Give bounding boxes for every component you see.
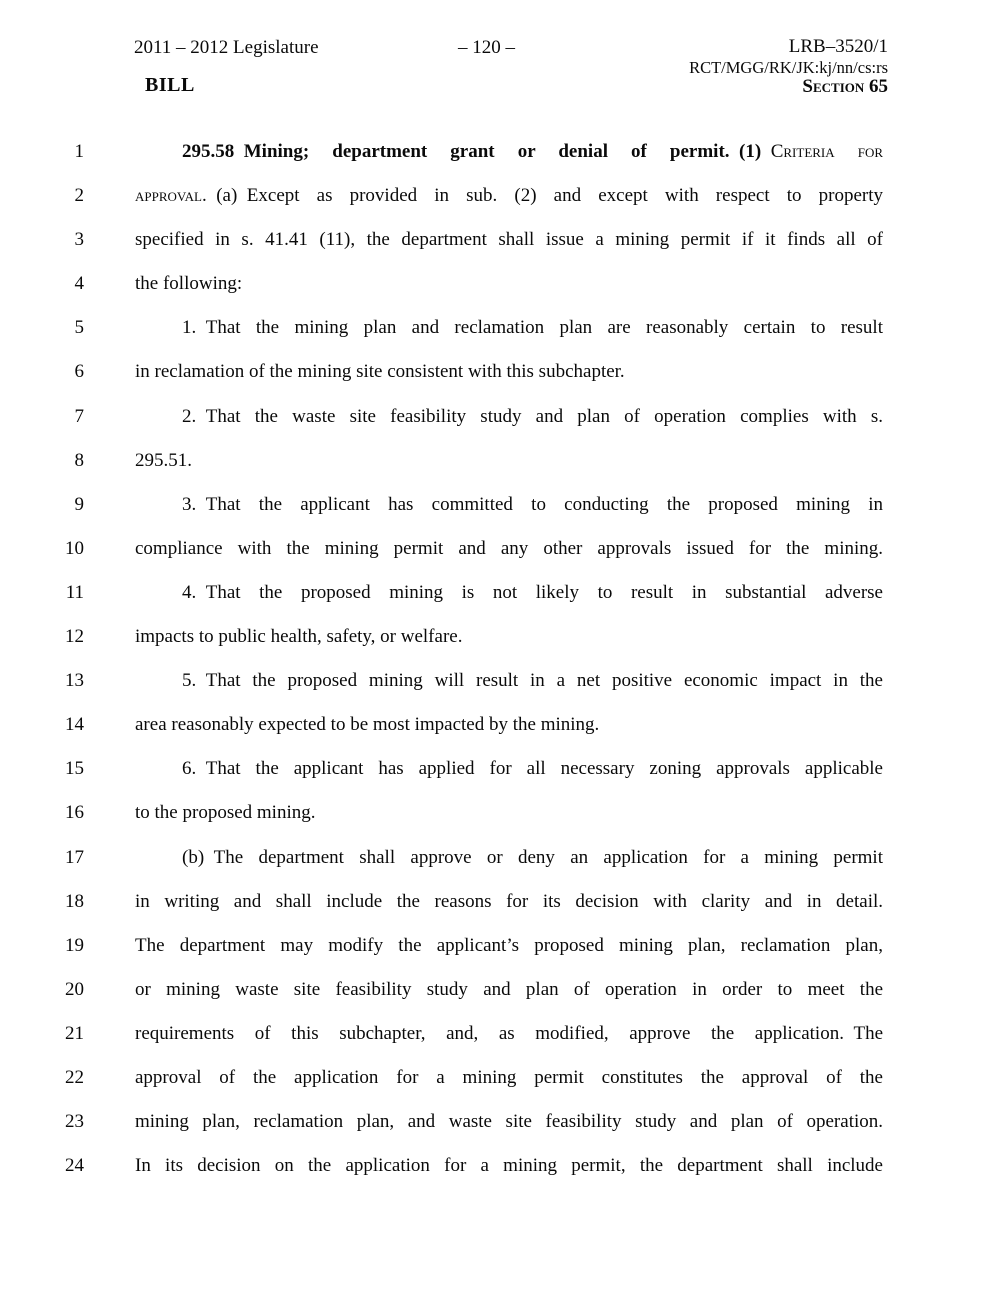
line-row <box>0 880 1000 924</box>
line-text-segment: 2. That the waste site feasibility study and plan of operation complies with s. <box>182 405 883 427</box>
line-text-segment: In its decision on the application for a mining permit, the department shall include <box>135 1155 883 1177</box>
line-row <box>0 571 1000 615</box>
line-row <box>0 1144 1000 1188</box>
header-page-number: – 120 – <box>458 37 515 58</box>
section-word: Section <box>802 76 865 97</box>
line-row <box>0 1056 1000 1100</box>
line-number: 21 <box>65 1022 84 1044</box>
line-text <box>135 527 883 571</box>
line-number: 15 <box>65 758 84 780</box>
line-row <box>0 1012 1000 1056</box>
line-text <box>135 836 883 880</box>
line-text <box>135 880 883 924</box>
line-text <box>135 218 883 262</box>
line-number: 10 <box>65 537 84 559</box>
line-text <box>135 130 883 174</box>
line-number: 13 <box>65 670 84 692</box>
line-text-segment: approval of the application for a mining permit constitutes the approval of the <box>135 1066 883 1088</box>
line-row <box>0 483 1000 527</box>
header-section-label <box>802 76 888 98</box>
line-text-segment: specified in s. 41.41 (11), the department shall issue a mining permit if it finds all of <box>135 229 883 251</box>
line-text-segment: in writing and shall include the reasons for its decision with clarity and in detail. <box>135 890 883 912</box>
line-text <box>135 747 883 791</box>
line-text-segment: (a) Except as provided in sub. (2) and except with respect to property <box>206 185 883 207</box>
line-text-segment: 5. That the proposed mining will result in a net positive economic impact in the <box>182 670 883 692</box>
line-number: 4 <box>74 273 84 295</box>
line-row <box>0 968 1000 1012</box>
line-text <box>135 1144 883 1188</box>
line-number: 2 <box>74 185 84 207</box>
line-number: 12 <box>65 626 84 648</box>
line-text-segment: (b) The department shall approve or deny an application for a mining permit <box>182 846 883 868</box>
line-text-segment: to the proposed mining. <box>135 802 316 824</box>
header-lrb-code: LRB–3520/1 <box>788 36 888 57</box>
line-text-segment: impacts to public health, safety, or welfare. <box>135 626 463 648</box>
line-text-segment: area reasonably expected to be most impacted by the mining. <box>135 714 600 736</box>
line-number: 8 <box>74 449 84 471</box>
line-text <box>135 174 883 218</box>
line-row <box>0 350 1000 394</box>
line-number: 16 <box>65 802 84 824</box>
line-row <box>0 174 1000 218</box>
line-row <box>0 747 1000 791</box>
line-row <box>0 836 1000 880</box>
line-text-segment: 295.58 Mining; department grant or denial of permit. (1) <box>182 141 771 162</box>
line-row <box>0 439 1000 483</box>
line-text <box>135 439 883 483</box>
header-bill-label: BILL <box>145 74 195 96</box>
line-number: 17 <box>65 846 84 868</box>
line-text-segment: 6. That the applicant has applied for all necessary zoning approvals applicable <box>182 758 883 780</box>
line-row <box>0 924 1000 968</box>
line-text <box>135 306 883 350</box>
line-text <box>135 1100 883 1144</box>
header-legislature: 2011 – 2012 Legislature <box>134 37 319 58</box>
line-text <box>135 659 883 703</box>
line-number: 11 <box>65 581 84 603</box>
line-number: 7 <box>74 405 84 427</box>
line-row <box>0 527 1000 571</box>
bill-text-lines <box>0 130 1000 1188</box>
line-text-segment: 4. That the proposed mining is not likely to result in substantial adverse <box>182 581 883 603</box>
line-text-segment: 3. That the applicant has committed to conducting the proposed mining in <box>182 493 883 515</box>
line-row <box>0 262 1000 306</box>
line-text <box>135 350 883 394</box>
line-text <box>135 791 883 835</box>
line-row <box>0 130 1000 174</box>
line-row <box>0 791 1000 835</box>
line-row <box>0 306 1000 350</box>
line-row <box>0 615 1000 659</box>
line-text <box>135 924 883 968</box>
line-text <box>135 1012 883 1056</box>
line-number: 1 <box>74 141 84 162</box>
line-text-segment: compliance with the mining permit and any other approvals issued for the mining. <box>135 537 883 559</box>
line-number: 19 <box>65 934 84 956</box>
line-text <box>135 1056 883 1100</box>
line-text <box>135 395 883 439</box>
line-number: 9 <box>74 493 84 515</box>
header-drafter-code: RCT/MGG/RK/JK:kj/nn/cs:rs <box>689 58 888 77</box>
line-text <box>135 571 883 615</box>
line-text <box>135 262 883 306</box>
line-text <box>135 483 883 527</box>
line-text <box>135 703 883 747</box>
line-number: 5 <box>74 317 84 339</box>
line-number: 14 <box>65 714 84 736</box>
line-text-segment: requirements of this subchapter, and, as modified, approve the application. The <box>135 1022 883 1044</box>
line-row <box>0 1100 1000 1144</box>
line-text-segment: The department may modify the applicant’s proposed mining plan, reclamation plan, <box>135 934 883 956</box>
line-text-segment: Criteria for <box>770 141 883 162</box>
line-number: 23 <box>65 1111 84 1133</box>
line-text-segment: in reclamation of the mining site consistent with this subchapter. <box>135 361 625 383</box>
line-text <box>135 968 883 1012</box>
line-text-segment: 295.51. <box>135 449 192 471</box>
line-text-segment: or mining waste site feasibility study and plan of operation in order to meet the <box>135 978 883 1000</box>
section-number: 65 <box>864 76 888 97</box>
line-number: 6 <box>74 361 84 383</box>
line-row <box>0 659 1000 703</box>
line-text-segment: 1. That the mining plan and reclamation plan are reasonably certain to result <box>182 317 883 339</box>
line-row <box>0 703 1000 747</box>
line-row <box>0 395 1000 439</box>
line-number: 20 <box>65 978 84 1000</box>
line-text-segment: the following: <box>135 273 243 295</box>
line-number: 18 <box>65 890 84 912</box>
line-text-segment: approval. <box>135 185 207 207</box>
line-number: 22 <box>65 1066 84 1088</box>
line-text-segment: mining plan, reclamation plan, and waste site feasibility study and plan of operation. <box>135 1111 883 1133</box>
line-number: 3 <box>74 229 84 251</box>
line-row <box>0 218 1000 262</box>
line-text <box>135 615 883 659</box>
line-number: 24 <box>65 1155 84 1177</box>
